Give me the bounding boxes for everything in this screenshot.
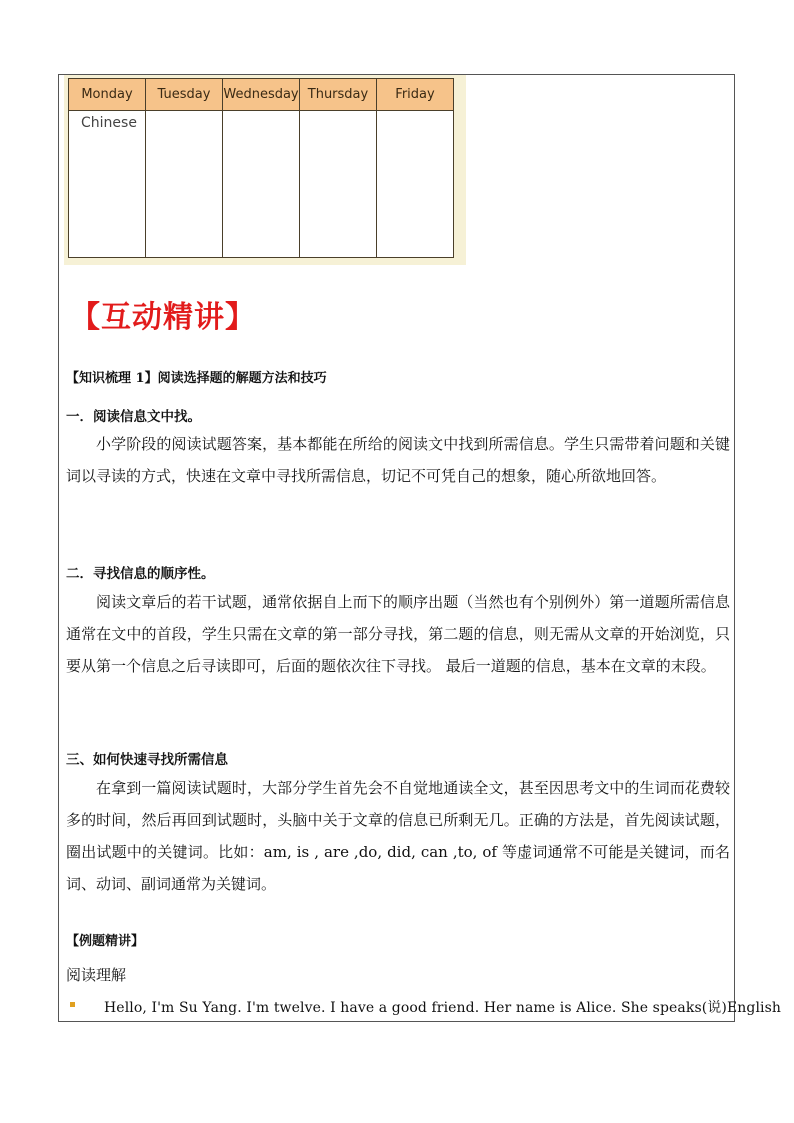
knowledge-point-title: 【知识梳理 1】阅读选择题的解题方法和技巧	[66, 371, 327, 386]
section-2-body: 阅读文章后的若干试题，通常依据自上而下的顺序出题（当然也有个别例外）第一道题所需信息通常在文中的首段，学生只需在文章的第一部分寻找，第二题的信息，则无需从文章的开始浏览，只要从第一个信息之后寻读即可，后面的题依次往下寻找。 最后一道题的信息，基本在文章的末段。	[66, 593, 730, 675]
timetable-body-row	[69, 111, 454, 258]
section-3-heading: 三、如何快速寻找所需信息	[66, 752, 228, 768]
section-1-heading: 一．阅读信息文中找。	[66, 409, 201, 425]
cell-tuesday	[146, 111, 223, 258]
timetable-header-row	[69, 79, 454, 111]
cell-wednesday	[223, 111, 300, 258]
day-monday: Monday	[69, 79, 146, 111]
section-2-heading: 二．寻找信息的顺序性。	[66, 566, 215, 582]
section-1-body: 小学阶段的阅读试题答案，基本都能在所给的阅读文中找到所需信息。学生只需带着问题和关键词以寻读的方式，快速在文章中寻找所需信息，切记不可凭自己的想象，随心所欲地回答。	[66, 435, 730, 485]
cell-thursday	[300, 111, 377, 258]
passage-first-line: Hello, I'm Su Yang. I'm twelve. I have a good friend. Her name is Alice. She speaks(说)English	[104, 1000, 782, 1016]
example-title: 【例题精讲】	[66, 934, 145, 949]
section-3-body: 在拿到一篇阅读试题时，大部分学生首先会不自觉地通读全文，甚至因思考文中的生词而花费较多的时间，然后再回到试题时，头脑中关于文章的信息已所剩无几。正确的方法是，首先阅读试题，圈出试题中的关键词。比如：am, is , are ,do, did, can ,to, of 等虚词通常不可能是关键词，而名词、动词、副词通常为关键词。	[66, 779, 730, 893]
bullet-marker	[70, 1002, 75, 1007]
reading-comprehension-label: 阅读理解	[66, 966, 127, 984]
section-heading: 【互动精讲】	[70, 300, 256, 335]
cell-monday: Chinese	[69, 111, 146, 258]
day-wednesday: Wednesday	[223, 79, 300, 111]
weekly-timetable	[68, 78, 454, 258]
day-tuesday: Tuesday	[146, 79, 223, 111]
cell-friday	[377, 111, 454, 258]
day-thursday: Thursday	[300, 79, 377, 111]
day-friday: Friday	[377, 79, 454, 111]
